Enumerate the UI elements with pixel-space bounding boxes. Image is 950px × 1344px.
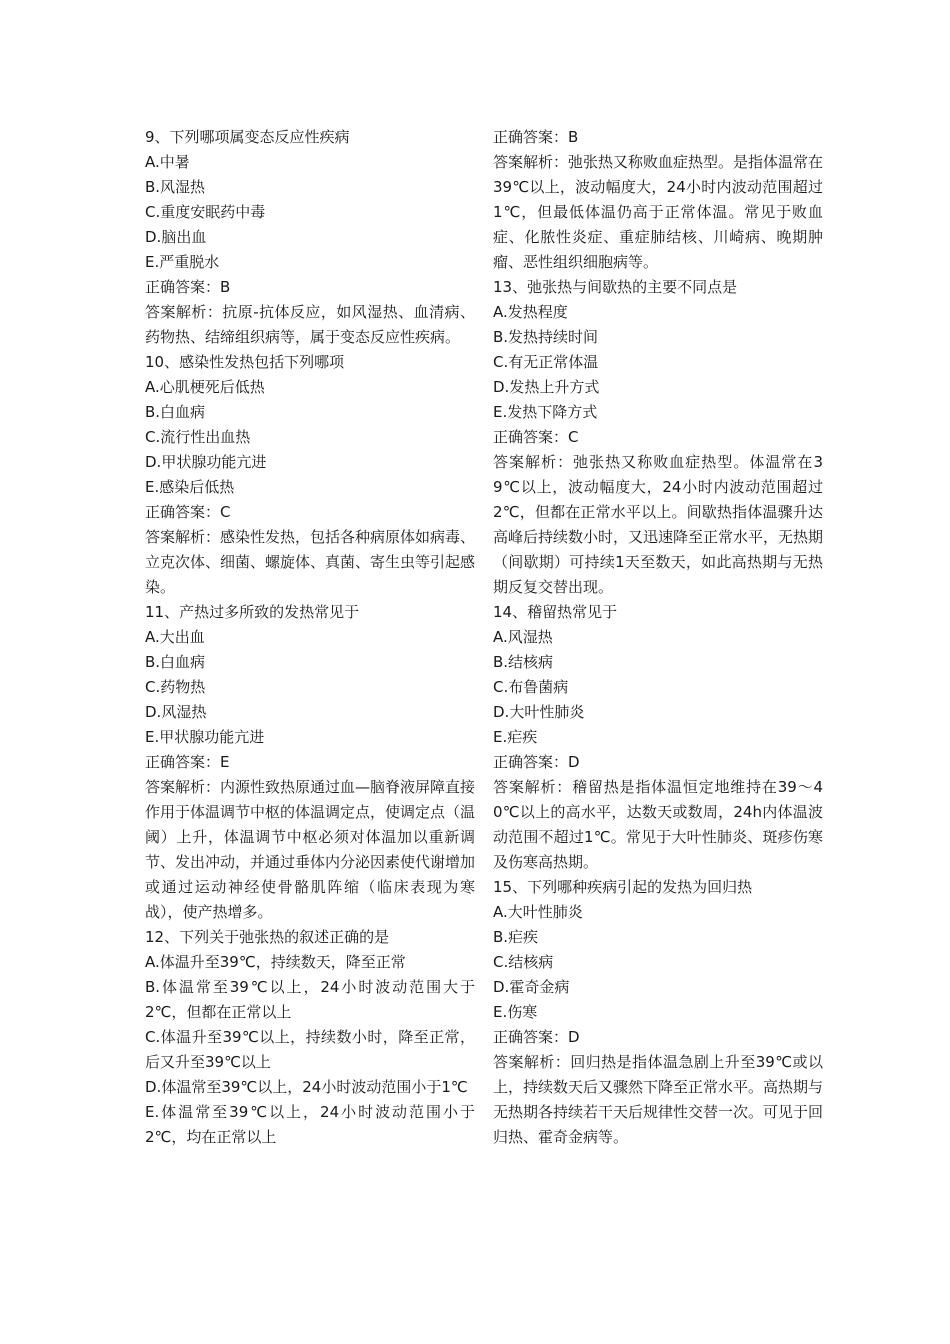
answer-line: 正确答案：C xyxy=(145,503,231,521)
option-item: E.伤寒 xyxy=(493,1003,538,1021)
option-item: D.甲状腺功能亢进 xyxy=(145,453,267,471)
option-item: D.风湿热 xyxy=(145,703,207,721)
option-item: A.风湿热 xyxy=(493,628,553,646)
right-column xyxy=(493,125,823,1150)
answer-line: 正确答案：B xyxy=(145,278,231,296)
explanation-text: 答案解析：感染性发热，包括各种病原体如病毒、立克次体、细菌、螺旋体、真菌、寄生虫等引起感染。 xyxy=(145,528,476,596)
option-item: B.结核病 xyxy=(493,653,554,671)
option-item: E.发热下降方式 xyxy=(493,403,598,421)
option-item: D.体温常至39℃以上，24小时波动范围小于1℃ xyxy=(145,1078,468,1096)
option-item: A.发热程度 xyxy=(493,303,568,321)
question-text: 14、稽留热常见于 xyxy=(493,603,618,621)
option-item: D.脑出血 xyxy=(145,228,207,246)
question-block xyxy=(145,600,475,925)
question-block xyxy=(145,925,475,1150)
option-item: E.感染后低热 xyxy=(145,478,235,496)
option-item: B.疟疾 xyxy=(493,928,539,946)
option-item: A.大出血 xyxy=(145,628,205,646)
option-item: C.有无正常体温 xyxy=(493,353,599,371)
left-column xyxy=(145,125,475,1150)
question-text: 12、下列关于弛张热的叙述正确的是 xyxy=(145,928,390,946)
option-item: D.霍奇金病 xyxy=(493,978,570,996)
option-item: B.白血病 xyxy=(145,653,206,671)
option-item: B.白血病 xyxy=(145,403,206,421)
answer-line: 正确答案：C xyxy=(493,428,579,446)
question-text: 15、下列哪种疾病引起的发热为回归热 xyxy=(493,878,753,896)
question-text: 13、弛张热与间歇热的主要不同点是 xyxy=(493,278,738,296)
option-item: B.发热持续时间 xyxy=(493,328,599,346)
answer-line: 正确答案：E xyxy=(145,753,230,771)
option-item: A.大叶性肺炎 xyxy=(493,903,583,921)
option-item: C.体温升至39℃以上，持续数小时，降至正常，后又升至39℃以上 xyxy=(145,1028,475,1071)
explanation-text: 答案解析：弛张热又称败血症热型。是指体温常在39℃以上，波动幅度大，24小时内波动范围超过1℃，但最低体温仍高于正常体温。常见于败血症、化脓性炎症、重症肺结核、川崎病、晚期肿瘤、恶性组织细胞病等。 xyxy=(493,153,824,271)
option-item: E.甲状腺功能亢进 xyxy=(145,728,265,746)
option-item: C.布鲁菌病 xyxy=(493,678,569,696)
option-item: E.疟疾 xyxy=(493,728,538,746)
answer-line: 正确答案：B xyxy=(493,128,579,146)
question-block xyxy=(145,125,475,350)
option-item: C.重度安眠药中毒 xyxy=(145,203,266,221)
question-block xyxy=(493,125,823,275)
option-item: C.流行性出血热 xyxy=(145,428,251,446)
question-block xyxy=(145,350,475,600)
explanation-text: 答案解析：稽留热是指体温恒定地维持在39～40℃以上的高水平，达数天或数周，24h内体温波动范围不超过1℃。常见于大叶性肺炎、斑疹伤寒及伤寒高热期。 xyxy=(493,778,823,871)
option-item: A.体温升至39℃，持续数天，降至正常 xyxy=(145,953,406,971)
option-item: E.严重脱水 xyxy=(145,253,220,271)
option-item: C.结核病 xyxy=(493,953,554,971)
option-item: A.心肌梗死后低热 xyxy=(145,378,265,396)
option-item: E.体温常至39℃以上，24小时波动范围小于2℃，均在正常以上 xyxy=(145,1103,475,1146)
explanation-text: 答案解析：抗原-抗体反应，如风湿热、血清病、药物热、结缔组织病等，属于变态反应性疾病。 xyxy=(145,303,475,346)
option-item: B.体温常至39℃以上，24小时波动范围大于2℃，但都在正常以上 xyxy=(145,978,475,1021)
option-item: A.中暑 xyxy=(145,153,190,171)
option-item: D.发热上升方式 xyxy=(493,378,600,396)
question-block xyxy=(493,875,823,1150)
question-block xyxy=(493,600,823,875)
option-item: C.药物热 xyxy=(145,678,206,696)
option-item: D.大叶性肺炎 xyxy=(493,703,585,721)
explanation-text: 答案解析：内源性致热原通过血—脑脊液屏障直接作用于体温调节中枢的体温调定点，使调定点（温阈）上升，体温调节中枢必须对体温加以重新调节、发出冲动，并通过垂体内分泌因素使代谢增加或通过运动神经使骨骼肌阵缩（临床表现为寒战），使产热增多。 xyxy=(145,778,476,921)
question-block xyxy=(493,275,823,600)
question-text: 11、产热过多所致的发热常见于 xyxy=(145,603,360,621)
question-text: 10、感染性发热包括下列哪项 xyxy=(145,353,345,371)
option-item: B.风湿热 xyxy=(145,178,206,196)
explanation-text: 答案解析：弛张热又称败血症热型。体温常在39℃以上，波动幅度大，24小时内波动范围超过2℃，但都在正常水平以上。间歇热指体温骤升达高峰后持续数小时，又迅速降至正常水平，无热期（间歇期）可持续1天至数天，如此高热期与无热期反复交替出现。 xyxy=(493,453,824,596)
answer-line: 正确答案：D xyxy=(493,1028,580,1046)
question-text: 9、下列哪项属变态反应性疾病 xyxy=(145,128,350,146)
answer-line: 正确答案：D xyxy=(493,753,580,771)
explanation-text: 答案解析：回归热是指体温急剧上升至39℃或以上，持续数天后又骤然下降至正常水平。高热期与无热期各持续若干天后规律性交替一次。可见于回归热、霍奇金病等。 xyxy=(493,1053,824,1146)
